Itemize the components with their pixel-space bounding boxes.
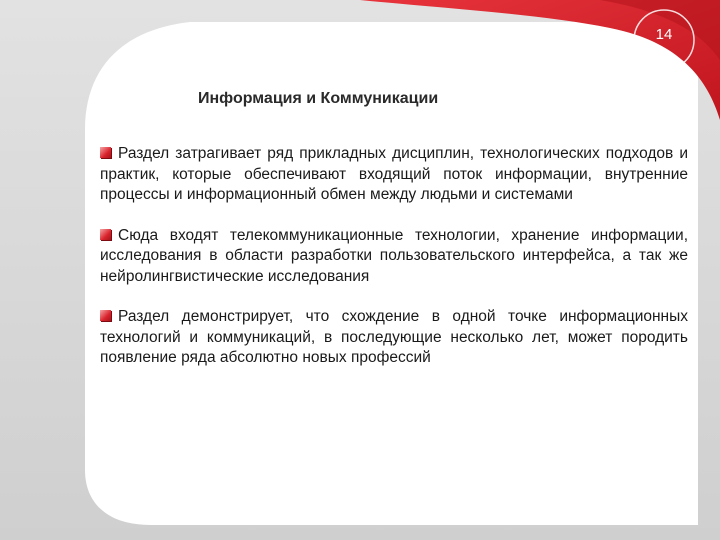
- bullet-text: Сюда входят телекоммуникационные технологии, хранение информации, исследования в области разработки пользовательского интерфейса, а так же нейролингвистические исследования: [100, 226, 688, 285]
- page-number: 14: [655, 26, 673, 43]
- bullet-paragraph-3: [100, 307, 688, 369]
- bullet-text: Раздел затрагивает ряд прикладных дисциплин, технологических подходов и практик, которые обеспечивают входящий поток информации, внутренние процессы и информационный обмен между людьми и системами: [100, 145, 688, 203]
- bullet-paragraph-2: [100, 226, 688, 288]
- slide-content: [100, 144, 688, 389]
- slide-title: Информация и Коммуникации: [198, 90, 439, 107]
- bullet-text: Раздел демонстрирует, что схождение в одной точке информационных технологий и коммуникаций, в последующие несколько лет, может породить появление ряда абсолютно новых профессий: [100, 308, 688, 366]
- square-bullet-icon: [100, 147, 111, 158]
- square-bullet-icon: [100, 229, 111, 240]
- square-bullet-icon: [100, 310, 111, 321]
- bullet-paragraph-1: [100, 144, 688, 206]
